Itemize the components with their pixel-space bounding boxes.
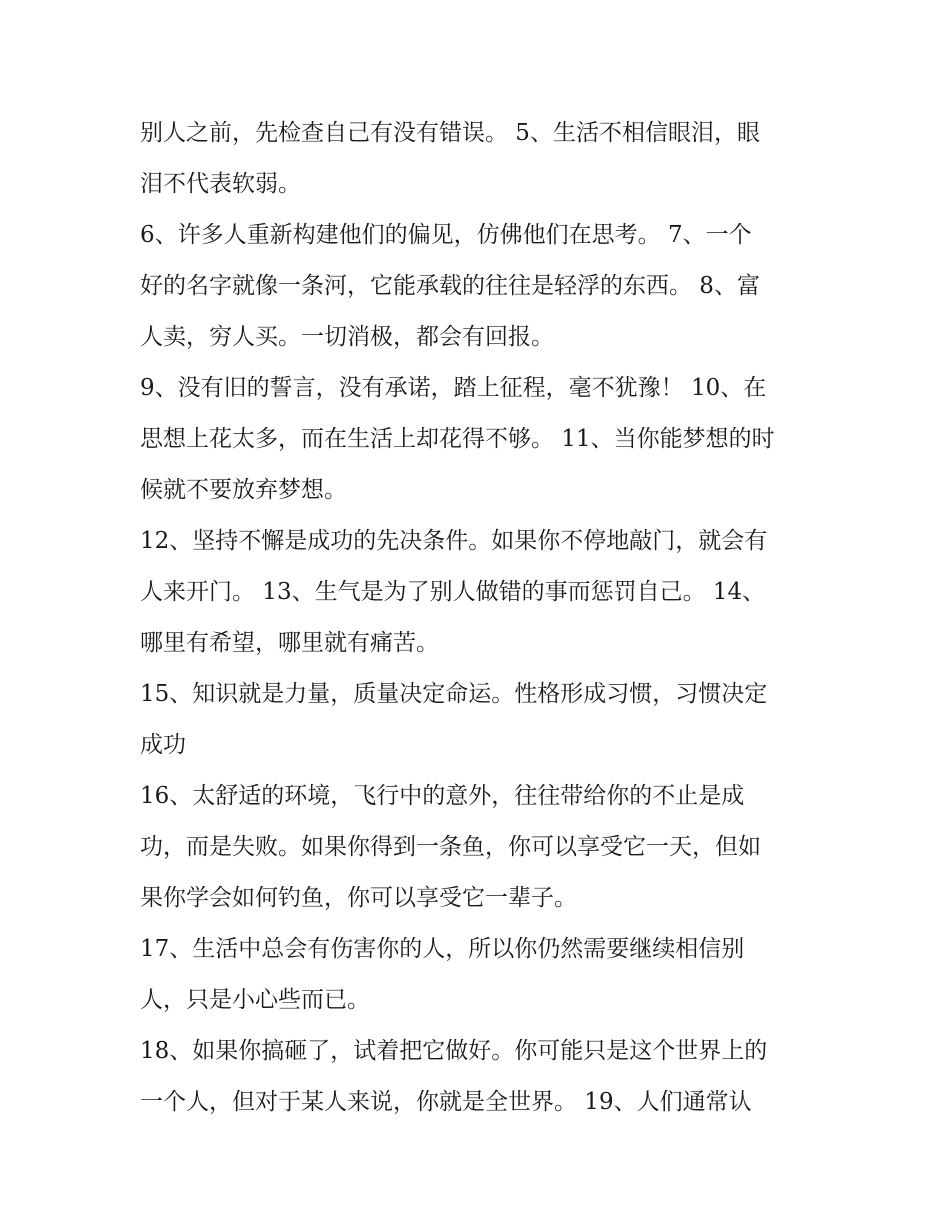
- text-line-9: 12、坚持不懈是成功的先决条件。如果你不停地敲门，就会有: [140, 528, 768, 554]
- text-line-15: 功，而是失败。如果你得到一条鱼，你可以享受它一天，但如: [140, 834, 761, 860]
- text-line-6: 9、没有旧的誓言，没有承诺，踏上征程，毫不犹豫！ 10、在: [140, 375, 767, 401]
- text-line-13: 成功: [140, 732, 186, 758]
- text-line-2: 泪不代表软弱。: [140, 171, 301, 197]
- body-text: [140, 108, 820, 1128]
- text-line-3: 6、许多人重新构建他们的偏见，仿佛他们在思考。 7、一个: [140, 222, 752, 248]
- text-line-4: 好的名字就像一条河，它能承载的往往是轻浮的东西。 8、富: [140, 273, 760, 299]
- text-line-20: 一个人，但对于某人来说，你就是全世界。 19、人们通常认: [140, 1089, 752, 1115]
- text-line-12: 15、知识就是力量，质量决定命运。性格形成习惯，习惯决定: [140, 681, 768, 707]
- text-line-16: 果你学会如何钓鱼，你可以享受它一辈子。: [140, 885, 577, 911]
- text-line-7: 思想上花太多，而在生活上却花得不够。 11、当你能梦想的时: [140, 426, 775, 452]
- text-line-10: 人来开门。 13、生气是为了别人做错的事而惩罚自己。 14、: [140, 579, 766, 605]
- text-line-11: 哪里有希望，哪里就有痛苦。: [140, 630, 439, 656]
- text-line-18: 人，只是小心些而已。: [140, 987, 370, 1013]
- text-line-19: 18、如果你搞砸了，试着把它做好。你可能只是这个世界上的: [140, 1038, 768, 1064]
- text-line-17: 17、生活中总会有伤害你的人，所以你仍然需要继续相信别: [140, 936, 745, 962]
- text-line-14: 16、太舒适的环境，飞行中的意外，往往带给你的不止是成: [140, 783, 745, 809]
- text-line-5: 人卖，穷人买。一切消极，都会有回报。: [140, 324, 554, 350]
- text-line-8: 候就不要放弃梦想。: [140, 477, 347, 503]
- text-line-1: 别人之前，先检查自己有没有错误。 5、生活不相信眼泪，眼: [140, 120, 760, 146]
